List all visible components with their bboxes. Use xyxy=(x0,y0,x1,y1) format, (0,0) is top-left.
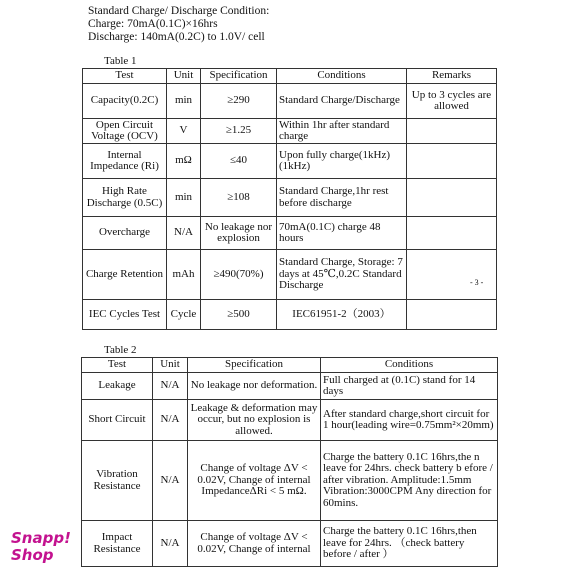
table1-cell-conditions: Standard Charge, Storage: 7 days at 45℃,0.2C Standard Discharge xyxy=(277,250,407,300)
table1-cell-unit: min xyxy=(167,179,201,217)
table1-cell-spec: ≥500 xyxy=(201,300,277,330)
table2-cell-unit: N/A xyxy=(153,400,188,441)
table1-cell-conditions: 70mA(0.1C) charge 48 hours xyxy=(277,217,407,250)
table2-cell-unit: N/A xyxy=(153,441,188,521)
table1-cell-remarks xyxy=(407,250,497,300)
test-conditions-intro xyxy=(88,5,269,44)
table2 xyxy=(81,357,498,567)
table1-cell-conditions: IEC61951-2（2003） xyxy=(277,300,407,330)
table1-cell-remarks xyxy=(407,144,497,179)
table1-cell-conditions: Standard Charge/Discharge xyxy=(277,84,407,119)
table1-cell-spec: ≥1.25 xyxy=(201,119,277,144)
snapp-shop-logo xyxy=(9,529,71,568)
table1-cell-unit: mΩ xyxy=(167,144,201,179)
table1-header-test: Test xyxy=(83,69,167,84)
table2-cell-unit: N/A xyxy=(153,373,188,400)
table1-cell-remarks xyxy=(407,179,497,217)
table1-cell-unit: N/A xyxy=(167,217,201,250)
table2-cell-spec: Change of voltage ΔV < 0.02V, Change of internal ImpedanceΔRi < 5 mΩ. xyxy=(188,441,321,521)
table1-cell-conditions: Standard Charge,1hr rest before discharge xyxy=(277,179,407,217)
table-row xyxy=(82,400,498,441)
table1-cell-spec: ≥490(70%) xyxy=(201,250,277,300)
table1-cell-remarks xyxy=(407,217,497,250)
table1-header-conditions: Conditions xyxy=(277,69,407,84)
table1-cell-spec: ≥290 xyxy=(201,84,277,119)
table1-cell-test: Open Circuit Voltage (OCV) xyxy=(83,119,167,144)
table2-cell-test: Impact Resistance xyxy=(82,521,153,567)
table2-header-unit: Unit xyxy=(153,358,188,373)
table2-header-specification: Specification xyxy=(188,358,321,373)
table-row xyxy=(83,250,497,300)
table1-cell-remarks xyxy=(407,119,497,144)
table2-caption: Table 2 xyxy=(104,344,137,356)
table2-cell-conditions: After standard charge,short circuit for 1 hour(leading wire=0.75mm²×20mm) xyxy=(321,400,498,441)
table1-cell-spec: ≥108 xyxy=(201,179,277,217)
table1-header-specification: Specification xyxy=(201,69,277,84)
table1-cell-test: Internal Impedance (Ri) xyxy=(83,144,167,179)
table-row xyxy=(83,84,497,119)
table1-cell-test: Capacity(0.2C) xyxy=(83,84,167,119)
table-row xyxy=(83,300,497,330)
table2-header-conditions: Conditions xyxy=(321,358,498,373)
table2-cell-spec: Change of voltage ΔV < 0.02V, Change of internal xyxy=(188,521,321,567)
table-row xyxy=(82,521,498,567)
table2-cell-conditions: Charge the battery 0.1C 16hrs,then leave for 24hrs. （check battery before / after ） xyxy=(321,521,498,567)
table-row xyxy=(83,119,497,144)
table-row xyxy=(83,144,497,179)
table1-cell-spec: No leakage nor explosion xyxy=(201,217,277,250)
table2-cell-conditions: Full charged at (0.1C) stand for 14 days xyxy=(321,373,498,400)
table2-cell-test: Vibration Resistance xyxy=(82,441,153,521)
table1-cell-spec: ≤40 xyxy=(201,144,277,179)
table-row xyxy=(83,179,497,217)
table-row xyxy=(82,441,498,521)
table1-cell-test: High Rate Discharge (0.5C) xyxy=(83,179,167,217)
table2-cell-test: Short Circuit xyxy=(82,400,153,441)
table2-cell-unit: N/A xyxy=(153,521,188,567)
table1-cell-conditions: Upon fully charge(1kHz)(1kHz) xyxy=(277,144,407,179)
page-number: - 3 - xyxy=(470,278,484,287)
table1-cell-remarks: Up to 3 cycles are allowed xyxy=(407,84,497,119)
table1-caption: Table 1 xyxy=(104,55,137,67)
intro-charge: Charge: 70mA(0.1C)×16hrs xyxy=(88,18,218,30)
table2-cell-spec: No leakage nor deformation. xyxy=(188,373,321,400)
intro-title: Standard Charge/ Discharge Condition: xyxy=(88,5,270,17)
table-row xyxy=(83,217,497,250)
table1-cell-test: Overcharge xyxy=(83,217,167,250)
intro-discharge: Discharge: 140mA(0.2C) to 1.0V/ cell xyxy=(88,31,265,43)
table2-header-test: Test xyxy=(82,358,153,373)
table2-cell-spec: Leakage & deformation may occur, but no explosion is allowed. xyxy=(188,400,321,441)
table-row xyxy=(82,373,498,400)
table2-cell-test: Leakage xyxy=(82,373,153,400)
table1-cell-unit: V xyxy=(167,119,201,144)
table1-cell-test: IEC Cycles Test xyxy=(83,300,167,330)
table2-header-row xyxy=(82,358,498,373)
svg-text:Snapp!: Snapp! xyxy=(11,529,71,547)
svg-text:Shop: Shop xyxy=(11,546,54,564)
table1-cell-unit: Cycle xyxy=(167,300,201,330)
table2-cell-conditions: Charge the battery 0.1C 16hrs,the n leave for 24hrs. check battery b efore / after vibration. Amplitude:1.5mm Vibration:3000CPM Any direction for 60mins. xyxy=(321,441,498,521)
table1-cell-unit: mAh xyxy=(167,250,201,300)
table1-cell-remarks xyxy=(407,300,497,330)
table1-header-unit: Unit xyxy=(167,69,201,84)
table1-header-remarks: Remarks xyxy=(407,69,497,84)
table1-cell-unit: min xyxy=(167,84,201,119)
table1-cell-test: Charge Retention xyxy=(83,250,167,300)
table1-header-row xyxy=(83,69,497,84)
logo-wordmark-icon xyxy=(9,529,71,565)
table1-cell-conditions: Within 1hr after standard charge xyxy=(277,119,407,144)
table1 xyxy=(82,68,497,330)
